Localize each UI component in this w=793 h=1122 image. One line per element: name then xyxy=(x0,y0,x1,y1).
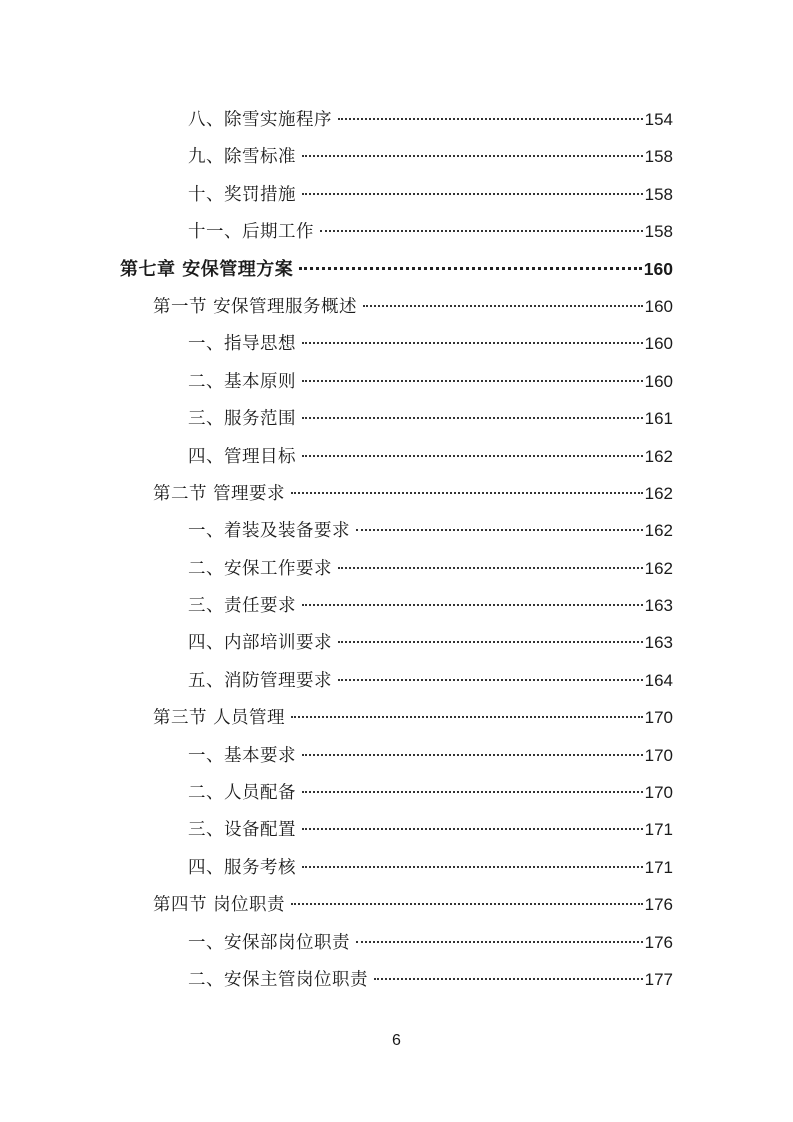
toc-dot-leader xyxy=(338,566,643,569)
toc-entry-page-number: 158 xyxy=(644,147,673,167)
toc-dot-leader xyxy=(338,678,643,681)
toc-entry-title: 二、安保主管岗位职责 xyxy=(188,969,368,990)
toc-subsection-entry[interactable] xyxy=(0,624,793,661)
toc-subsection-entry[interactable] xyxy=(0,213,793,250)
toc-entry-page-number: 162 xyxy=(644,483,673,503)
toc-entry-title: 一、安保部岗位职责 xyxy=(188,932,350,953)
toc-entry-title: 第四节 岗位职责 xyxy=(153,895,286,916)
toc-entry-title: 第七章 安保管理方案 xyxy=(120,258,294,280)
toc-entry-title: 三、设备配置 xyxy=(188,820,296,841)
toc-dot-leader xyxy=(320,229,643,232)
toc-dot-leader xyxy=(302,603,643,606)
toc-dot-leader xyxy=(302,753,643,756)
toc-entry-title: 一、着装及装备要求 xyxy=(188,521,350,542)
toc-section-entry[interactable] xyxy=(0,699,793,736)
toc-dot-leader xyxy=(338,117,643,120)
toc-section-entry[interactable] xyxy=(0,288,793,325)
toc-subsection-entry[interactable] xyxy=(0,849,793,886)
toc-entry-page-number: 160 xyxy=(644,334,673,354)
toc-subsection-entry[interactable] xyxy=(0,138,793,175)
toc-entry-page-number: 158 xyxy=(644,222,673,242)
toc-section-entry[interactable] xyxy=(0,475,793,512)
toc-entry-title: 二、安保工作要求 xyxy=(188,558,332,579)
toc-dot-leader xyxy=(356,528,643,531)
toc-entry-page-number: 176 xyxy=(644,895,673,915)
page-number: 6 xyxy=(392,1032,401,1049)
toc-entry-page-number: 170 xyxy=(644,783,673,803)
toc-entry-page-number: 162 xyxy=(644,558,673,578)
toc-subsection-entry[interactable] xyxy=(0,924,793,961)
toc-dot-leader xyxy=(338,640,643,643)
toc-entry-page-number: 164 xyxy=(644,670,673,690)
toc-entry-title: 二、人员配备 xyxy=(188,783,296,804)
toc-dot-leader xyxy=(363,304,643,307)
toc-entry-title: 一、指导思想 xyxy=(188,334,296,355)
toc-entry-page-number: 170 xyxy=(644,745,673,765)
toc-entry-title: 四、管理目标 xyxy=(188,446,296,467)
toc-subsection-entry[interactable] xyxy=(0,811,793,848)
toc-entry-title: 第三节 人员管理 xyxy=(153,708,286,729)
toc-dot-leader xyxy=(291,491,643,494)
toc-entry-page-number: 171 xyxy=(644,820,673,840)
toc-dot-leader xyxy=(302,341,643,344)
toc-entry-page-number: 170 xyxy=(644,708,673,728)
toc-entry-title: 第一节 安保管理服务概述 xyxy=(153,296,358,317)
toc-chapter-entry[interactable] xyxy=(0,251,793,288)
toc-entry-page-number: 162 xyxy=(644,446,673,466)
toc-subsection-entry[interactable] xyxy=(0,400,793,437)
toc-dot-leader xyxy=(302,416,643,419)
toc-entry-page-number: 154 xyxy=(644,110,673,129)
toc-entry-page-number: 160 xyxy=(644,371,673,391)
toc-dot-leader xyxy=(302,379,643,382)
toc-subsection-entry[interactable] xyxy=(0,587,793,624)
toc-entry-page-number: 163 xyxy=(644,596,673,616)
toc-dot-leader xyxy=(302,454,643,457)
toc-entry-title: 二、基本原则 xyxy=(188,371,296,392)
toc-subsection-entry[interactable] xyxy=(0,325,793,362)
toc-entry-title: 五、消防管理要求 xyxy=(188,670,332,691)
toc-entry-title: 十一、后期工作 xyxy=(188,222,314,243)
toc-section-entry[interactable] xyxy=(0,886,793,923)
toc-entry-page-number: 163 xyxy=(644,633,673,653)
toc-entry-title: 一、基本要求 xyxy=(188,745,296,766)
toc-entry-page-number: 160 xyxy=(644,296,673,316)
toc-dot-leader xyxy=(302,790,643,793)
toc-entry-page-number: 176 xyxy=(644,932,673,952)
toc-subsection-entry[interactable] xyxy=(0,176,793,213)
toc-entry-title: 三、服务范围 xyxy=(188,409,296,430)
toc-subsection-entry[interactable] xyxy=(0,662,793,699)
toc-subsection-entry[interactable] xyxy=(0,737,793,774)
toc-subsection-entry[interactable] xyxy=(0,550,793,587)
toc-dot-leader xyxy=(374,977,643,980)
toc-dot-leader xyxy=(302,865,643,868)
toc-subsection-entry[interactable] xyxy=(0,774,793,811)
table-of-contents xyxy=(0,101,793,998)
toc-entry-page-number: 158 xyxy=(644,184,673,204)
toc-entry-page-number: 171 xyxy=(644,857,673,877)
toc-entry-title: 四、服务考核 xyxy=(188,857,296,878)
toc-dot-leader xyxy=(356,940,643,943)
toc-entry-title: 三、责任要求 xyxy=(188,596,296,617)
toc-subsection-entry[interactable] xyxy=(0,512,793,549)
toc-entry-title: 第二节 管理要求 xyxy=(153,483,286,504)
toc-dot-leader xyxy=(302,154,643,157)
toc-dot-leader xyxy=(302,827,643,830)
toc-entry-page-number: 160 xyxy=(643,258,673,279)
toc-entry-title: 四、内部培训要求 xyxy=(188,633,332,654)
toc-subsection-entry[interactable] xyxy=(0,438,793,475)
toc-subsection-entry[interactable] xyxy=(0,961,793,998)
toc-entry-title: 九、除雪标准 xyxy=(188,147,296,168)
toc-dot-leader xyxy=(291,902,643,905)
toc-entry-page-number: 177 xyxy=(644,969,673,989)
toc-entry-title: 八、除雪实施程序 xyxy=(188,110,332,130)
toc-dot-leader xyxy=(302,192,643,195)
toc-dot-leader xyxy=(299,266,642,270)
toc-entry-page-number: 162 xyxy=(644,521,673,541)
toc-entry-title: 十、奖罚措施 xyxy=(188,184,296,205)
toc-entry-page-number: 161 xyxy=(644,409,673,429)
toc-subsection-entry[interactable] xyxy=(0,363,793,400)
toc-subsection-entry[interactable] xyxy=(0,101,793,138)
toc-dot-leader xyxy=(291,715,643,718)
